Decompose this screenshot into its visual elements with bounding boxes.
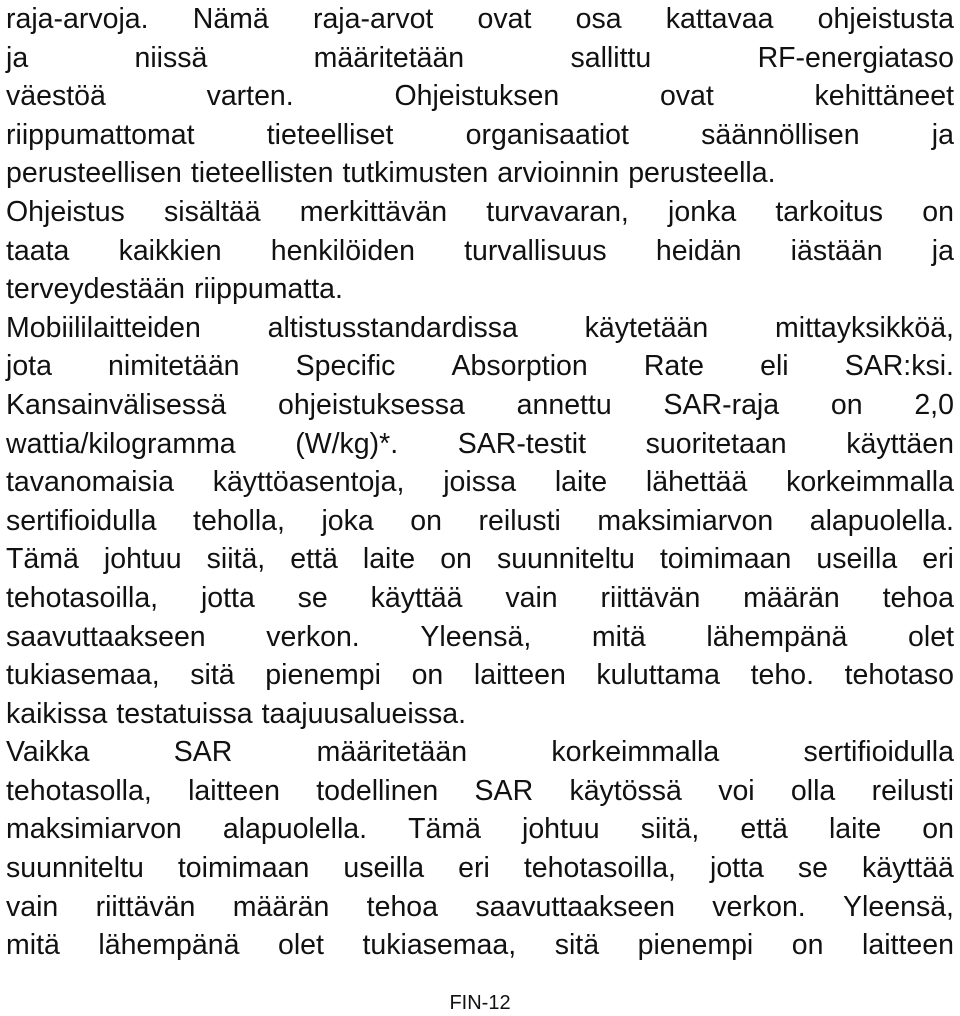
text-line: saavuttaakseen verkon. Yleensä, mitä lähempänä olet	[6, 620, 954, 653]
text-line: perusteellisen tieteellisten tutkimusten arvioinnin perusteella.	[6, 157, 776, 190]
text-line: Mobiililaitteiden altistusstandardissa käytetään mittayksikköä,	[6, 311, 954, 344]
text-line: raja-arvoja. Nämä raja-arvot ovat osa kattavaa ohjeistusta	[6, 3, 954, 35]
text-line: wattia/kilogramma (W/kg)*. SAR-testit suoritetaan käyttäen	[6, 427, 954, 460]
text-line: Tämä johtuu siitä, että laite on suunniteltu toimimaan useilla eri	[6, 543, 954, 576]
text-line: kaikissa testatuissa taajuusalueissa.	[6, 697, 467, 730]
text-line: taata kaikkien henkilöiden turvallisuus heidän iästään ja	[6, 234, 954, 267]
text-line: väestöä varten. Ohjeistuksen ovat kehittäneet	[6, 80, 954, 113]
text-line: ja niissä määritetään sallittu RF-energiataso	[6, 41, 954, 74]
text-line: maksimiarvon alapuolella. Tämä johtuu siitä, että laite on	[6, 813, 954, 846]
text-line: tukiasemaa, sitä pienempi on laitteen kuluttama teho. tehotaso	[6, 659, 954, 692]
page-number: FIN-12	[449, 992, 511, 1014]
text-line: Kansainvälisessä ohjeistuksessa annettu SAR-raja on 2,0	[6, 388, 954, 421]
text-line: mitä lähempänä olet tukiasemaa, sitä pienempi on laitteen	[6, 929, 954, 962]
text-line: vain riittävän määrän tehoa saavuttaakseen verkon. Yleensä,	[6, 890, 954, 923]
text-line: terveydestään riippumatta.	[6, 273, 343, 306]
text-line: tehotasolla, laitteen todellinen SAR käytössä voi olla reilusti	[6, 774, 954, 807]
text-line: Ohjeistus sisältää merkittävän turvavaran, jonka tarkoitus on	[6, 195, 954, 228]
text-line: jota nimitetään Specific Absorption Rate eli SAR:ksi.	[6, 350, 954, 383]
text-line: sertifioidulla teholla, joka on reilusti maksimiarvon alapuolella.	[6, 504, 954, 537]
text-line: riippumattomat tieteelliset organisaatiot säännöllisen ja	[6, 118, 954, 151]
text-line: tavanomaisia käyttöasentoja, joissa laite lähettää korkeimmalla	[6, 466, 954, 499]
text-line: Vaikka SAR määritetään korkeimmalla sertifioidulla	[6, 736, 954, 769]
text-line: tehotasoilla, jotta se käyttää vain riittävän määrän tehoa	[6, 581, 954, 614]
body-text	[6, 0, 954, 965]
text-line: suunniteltu toimimaan useilla eri tehotasoilla, jotta se käyttää	[6, 852, 954, 885]
